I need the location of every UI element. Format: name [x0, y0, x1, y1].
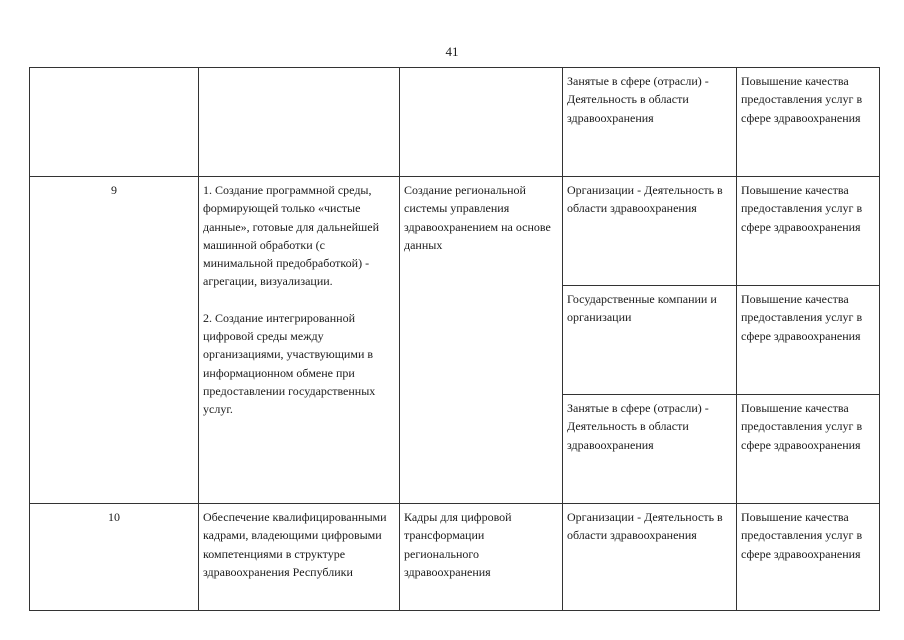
row-number-cell: 9: [30, 177, 199, 504]
direction-cell: Кадры для цифровой трансформации регионального здравоохранения: [400, 504, 563, 611]
task-paragraph: 1. Создание программной среды, формирующей только «чистые данные», готовые для дальнейшей машинной обработки (с минимальной предобработкой) - агрегации, визуализации.: [203, 183, 380, 289]
effect-cell: Повышение качества предоставления услуг в сфере здравоохранения: [737, 504, 880, 611]
page-number: 41: [445, 44, 459, 59]
subject-cell: Занятые в сфере (отрасли) - Деятельность в области здравоохранения: [563, 68, 737, 177]
table-row-10: [30, 504, 880, 611]
effect-cell: Повышение качества предоставления услуг в сфере здравоохранения: [737, 177, 880, 286]
document-table: [29, 67, 880, 611]
effect-cell: Повышение качества предоставления услуг в сфере здравоохранения: [737, 395, 880, 504]
row-number-cell: 10: [30, 504, 199, 611]
subject-cell: Организации - Деятельность в области здравоохранения: [563, 504, 737, 611]
subject-cell: Государственные компании и организации: [563, 286, 737, 395]
task-cell: [199, 177, 400, 504]
subject-cell: Организации - Деятельность в области здравоохранения: [563, 177, 737, 286]
direction-cell: [400, 68, 563, 177]
row-number-cell: [30, 68, 199, 177]
task-paragraph: Обеспечение квалифицированными кадрами, владеющими цифровыми компетенциями в структуре здравоохранения Республики: [203, 510, 387, 579]
task-cell: [199, 68, 400, 177]
subject-cell: Занятые в сфере (отрасли) - Деятельность в области здравоохранения: [563, 395, 737, 504]
effect-cell: Повышение качества предоставления услуг в сфере здравоохранения: [737, 68, 880, 177]
table-row-continuation: [30, 68, 880, 177]
direction-cell: Создание региональной системы управления здравоохранением на основе данных: [400, 177, 563, 504]
effect-cell: Повышение качества предоставления услуг в сфере здравоохранения: [737, 286, 880, 395]
table-row-9: [30, 177, 880, 286]
task-cell: [199, 504, 400, 611]
task-paragraph: 2. Создание интегрированной цифровой среды между организациями, участвующими в информационном обмене при предоставлении государственных услуг.: [203, 310, 376, 417]
